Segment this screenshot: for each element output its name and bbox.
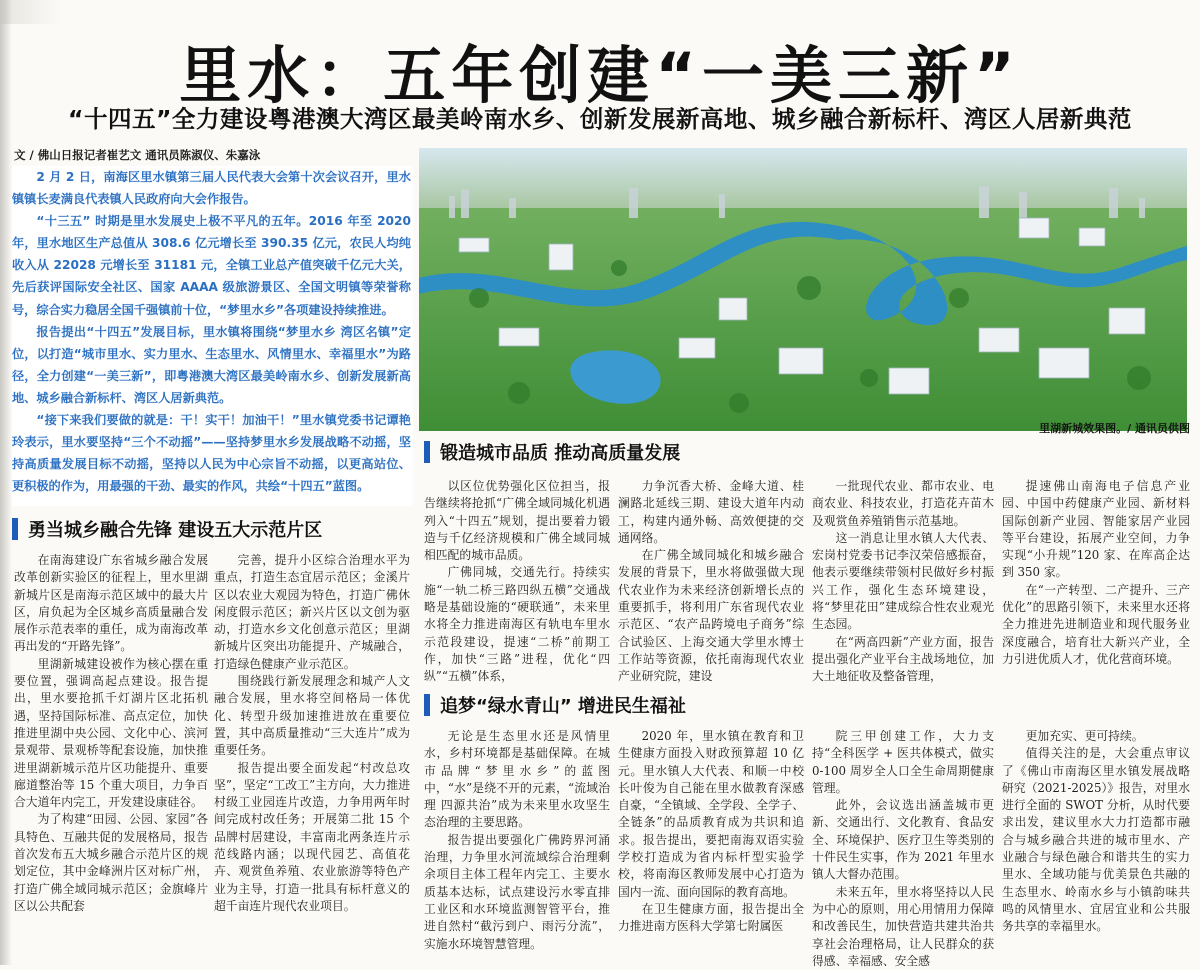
section-heading bbox=[12, 514, 412, 544]
lead-box bbox=[12, 166, 413, 506]
lead-paragraph: “接下来我们要做的就是：干！实干！加油干！”里水镇党委书记谭艳玲表示，里水要坚持“三个不动摇”——坚持梦里水乡发展战略不动摇，坚持高质量发展目标不动摇，坚持以人民为中心宗旨不动摇，以更高站位、更积极的作为，用最强的干劲、最实的作风，共绘“十四五”蓝图。 bbox=[12, 413, 411, 494]
body-paragraph: 在卫生健康方面，报告提出全力推进南方医科大学第七附属医 bbox=[618, 901, 804, 934]
body-column bbox=[1002, 478, 1190, 684]
section-title: 锻造城市品质 推动高质量发展 bbox=[440, 443, 681, 464]
body-column bbox=[812, 478, 994, 684]
body-paragraph: 在广佛全域同城化和城乡融合发展的背景下，里水将做强做大现代农业作为未来经济创新增长点的重要抓手，将利用广东省现代农业示范区、“农产品跨境电子商务”综合试验区、上海交通大学里水博士工作站等资源，依托南海现代农业产业研究院，建设 bbox=[618, 548, 804, 684]
body-paragraph: 院三甲创建工作，大力支持“全科医学 + 医共体模式，做实 0-100 周岁全人口全生命周期健康管理。 bbox=[812, 729, 994, 795]
page-fold-shadow bbox=[0, 0, 12, 965]
lead-paragraph: 2 月 2 日，南海区里水镇第三届人民代表大会第十次会议召开，里水镇镇长麦满良代表镇人民政府向大会作报告。 bbox=[12, 170, 411, 207]
body-paragraph: 在“两高四新”产业方面，报告提出强化产业平台主战场地位，加大土地征收及整备管理， bbox=[812, 634, 994, 684]
body-paragraph: 在南海建设广东省城乡融合发展改革创新实验区的征程上，里水里湖新城片区是南海示范区域中的最大片区，肩负起为全区城乡高质量融合发展作示范表率的重任，成为南海改革再出发的“开路先锋”。 bbox=[14, 553, 208, 654]
page-top-edge bbox=[0, 0, 1200, 24]
body-column bbox=[1002, 728, 1190, 957]
section-bar-icon bbox=[424, 694, 430, 716]
headline: 里水：五年创建“一美三新” bbox=[179, 39, 1021, 112]
subheadline: “十四五”全力建设粤港澳大湾区最美岭南水乡、创新发展新高地、城乡融合新标杆、湾区人居新典范 bbox=[68, 105, 1132, 133]
body-paragraph: 力争沉香大桥、金峰大道、桂澜路北延线三期、建设大道年内动工，构建内通外畅、高效便捷的交通网络。 bbox=[618, 479, 804, 545]
body-paragraph: 广佛同城，交通先行。持续实施“一轨二桥三路四纵五横”交通战略是基础设施的“硬联通”，未来里水将全力推进南海区有轨电车里水示范段建设，提速“二桥”前期工作，加快“三路”进程，优化“四纵”“五横”体系， bbox=[424, 565, 610, 684]
section-heading bbox=[424, 690, 824, 720]
body-paragraph: 未来五年，里水将坚持以人民为中心的原则，用心用情用力保障和改善民生，加快营造共建共治共享社会治理格局，让人民群众的获得感、幸福感、安全感 bbox=[812, 884, 994, 968]
section-bar-icon bbox=[424, 441, 430, 463]
section-title: 追梦“绿水青山” 增进民生福祉 bbox=[440, 696, 686, 717]
photo-caption: 里湖新城效果图。/ 通讯员供图 bbox=[1039, 422, 1190, 435]
body-paragraph: 无论是生态里水还是风情里水，乡村环境都是基础保障。在城市品牌“梦里水乡”的蓝图中，“水”是绕不开的元素，“流域治理 四源共治”成为未来里水攻坚生态治理的主要思路。 bbox=[424, 729, 610, 830]
body-paragraph: 提速佛山南海电子信息产业园、中国中药健康产业园、新材料国际创新产业园、智能家居产业园等平台建设，拓展产业空间，力争实现“小升规”120 家、在库高企达到 350 家。 bbox=[1002, 479, 1190, 580]
body-paragraph: 围绕践行新发展理念和城产人文融合发展，里水将空间格局一体优化、转型升级加速推进放在重要位置，其中高质量推动“三大连片”成为重要任务。 bbox=[214, 674, 410, 758]
lead-paragraph: “十三五” 时期是里水发展史上极不平凡的五年。2016 年至 2020 年，里水地区生产总值从 308.6 亿元增长至 390.35 亿元，农民人均纯收入从 22028 元增长至 31181 元，全镇工业总产值突破千亿元大关，先后获评国际安全社区、国家 AAAA 级旅游景区、全国文明镇等荣誉称号，综合实力稳居全国千强镇前十位，“梦里水乡”各项建设持续推进。 bbox=[12, 214, 411, 317]
body-column bbox=[424, 728, 610, 957]
body-paragraph: 此外，会议选出涵盖城市更新、交通出行、文化教育、食品安全、环境保护、医疗卫生等类别的十件民生实事，作为 2021 年里水镇人大督办范围。 bbox=[812, 798, 994, 882]
body-paragraph: 里湖新城建设被作为核心摆在重要位置，强调高起点建设。报告提出，里水要抢抓千灯湖片区北拓机遇，坚持国际标准、高点定位，加快推进里湖中央公园、文化中心、滨河景观带、景观桥等配套设施，加快推进里湖新城示范片区功能提升、重要廊道整治等 15 个重大项目，力争百合大道年内完工，开发建设康硅谷。 bbox=[14, 656, 208, 810]
body-column bbox=[214, 552, 410, 957]
rendering-photo bbox=[419, 148, 1187, 431]
body-paragraph: 在“一产转型、二产提升、三产优化”的思路引领下，未来里水还将全力推进先进制造业和现代服务业深度融合，培育壮大新兴产业，全力引进优质人才，优化营商环境。 bbox=[1002, 582, 1190, 666]
body-column bbox=[812, 728, 994, 968]
body-paragraph: 以区位优势强化区位担当，报告继续将抢抓“广佛全域同城化机遇列入“十四五”规划，提出要着力锻造与千亿经济规模和广佛全域同城相匹配的城市品质。 bbox=[424, 479, 610, 563]
section-title: 勇当城乡融合先锋 建设五大示范片区 bbox=[28, 520, 323, 541]
body-column bbox=[14, 552, 208, 957]
body-paragraph: 完善，提升小区综合治理水平为重点，打造生态宜居示范区；金溪片区以农业大观园为特色，打造广佛休闲度假示范区；新兴片区以文创为驱动，打造水乡文化创意示范区；里湖新城片区突出功能提升、产城融合，打造绿色健康产业示范区。 bbox=[214, 553, 410, 671]
body-paragraph: 更加充实、更可持续。 bbox=[1025, 729, 1144, 743]
section-heading bbox=[424, 437, 824, 467]
body-paragraph: 一批现代农业、都市农业、电商农业、科技农业，打造花卉苗木及观赏鱼养殖销售示范基地。 bbox=[812, 479, 994, 528]
byline: 文 / 佛山日报记者崔艺文 通讯员陈淑仪、朱嘉泳 bbox=[14, 148, 261, 162]
body-paragraph: 为了构建“田园、公园、家园”各具特色、互融共促的发展格局，报告首次发布五大城乡融合示范片区的规划定位，其中金峰洲片区对标广州，打造广佛全域同城示范区；金旗峰片区以公共配套 bbox=[14, 812, 208, 913]
body-paragraph: 报告提出要全面发起“村改总攻坚”，坚定“工改工”主方向，大力推进村级工业园连片改造，力争用两年时间完成村改任务；开展第二批 15 个品牌村居建设，丰富南北两条连片示范线路内涵；以现代园艺、高值花卉、观赏鱼养殖、农业旅游等特色产业为主导，打造一批具有标杆意义的超千亩连片现代农业项目。 bbox=[214, 760, 410, 913]
body-column bbox=[618, 478, 804, 684]
body-paragraph: 值得关注的是，大会重点审议了《佛山市南海区里水镇发展战略研究（2021-2025）》报告，对里水进行全面的 SWOT 分析，从时代要求出发，建议里水大力打造都市融合与城乡融合共进的城市里水、产业融合与绿色融合和谐共生的实力里水、全域功能与优美景色共融的生态里水、岭南水乡与小镇韵味共鸣的风情里水、宜居宜业和公共服务共享的幸福里水。 bbox=[1002, 746, 1190, 934]
lead-paragraph: 报告提出“十四五”发展目标，里水镇将围绕“梦里水乡 湾区名镇”定位，以打造“城市里水、实力里水、生态里水、风情里水、幸福里水”为路径，全力创建“一美三新”，即粤港澳大湾区最美岭南水乡、创新发展新高地、城乡融合新标杆、湾区人居新典范。 bbox=[12, 324, 411, 405]
body-paragraph: 2020 年，里水镇在教育和卫生健康方面投入财政预算超 10 亿元。里水镇人大代表、和顺一中校长叶俊为自己能在里水做教育深感自豪，“全镇域、全学段、全学子、全链条”的品质教育成为共识和追求。报告提出，要把南海双语实验学校打造成为省内标杆型实验学校，将南海区教师发展中心打造为国内一流、面向国际的教育高地。 bbox=[618, 729, 804, 899]
body-paragraph: 这一消息让里水镇人大代表、宏岗村党委书记李汉荣倍感振奋，他表示要继续带领村民做好乡村振兴工作，强化生态环境建设，将“梦里花田”建成综合性农业观光生态园。 bbox=[812, 530, 994, 632]
body-column bbox=[424, 478, 610, 684]
section-bar-icon bbox=[12, 518, 18, 540]
body-paragraph: 报告提出要强化广佛跨界河涌治理，力争里水河流域综合治理剩余项目主体工程年内完工、主要水质基本达标，试点建设污水零直排工业区和水环境监测智管平台，推进自然村“截污到户、雨污分流”，实施水环境智慧管理。 bbox=[424, 832, 610, 951]
body-column bbox=[618, 728, 804, 957]
